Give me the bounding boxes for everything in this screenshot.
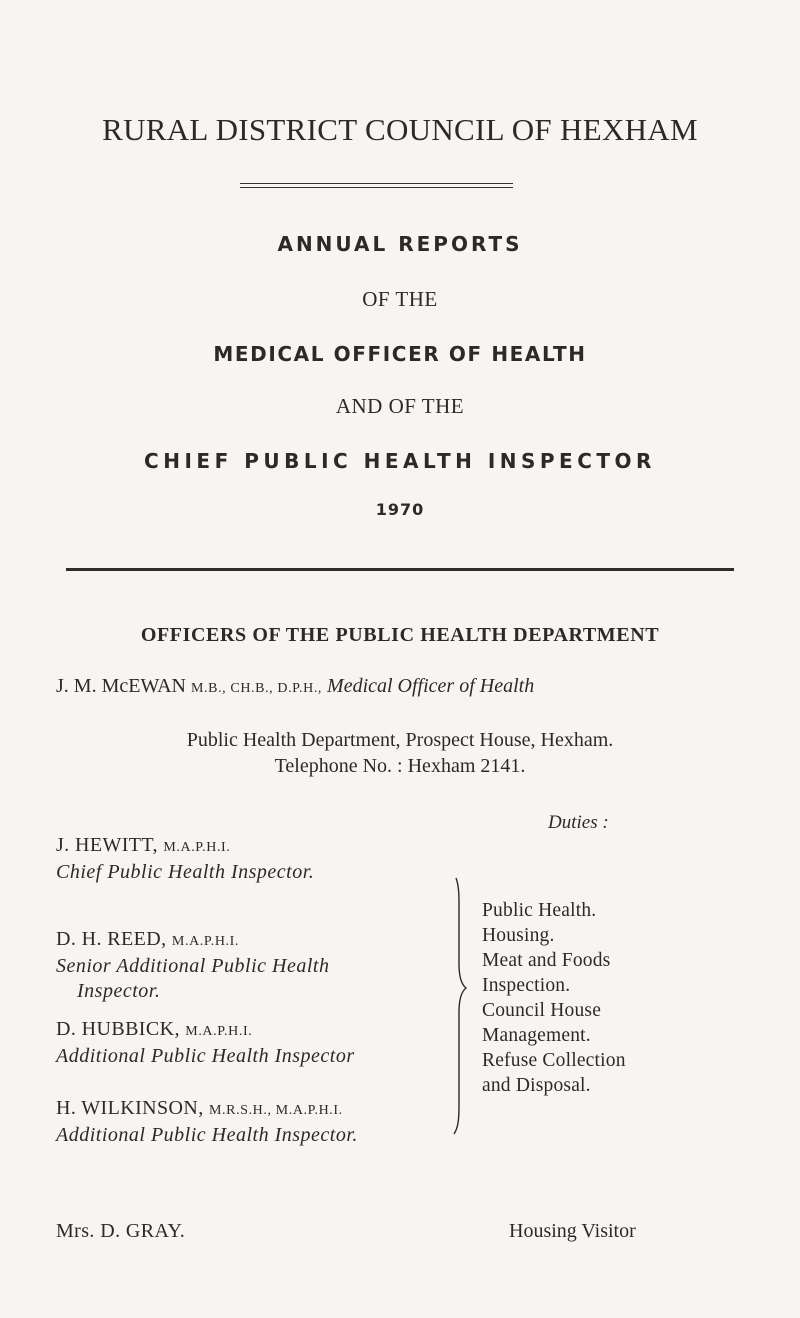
officer-entry xyxy=(56,833,314,885)
duties-list xyxy=(482,898,626,1098)
officer-role: Additional Public Health Inspector xyxy=(56,1045,355,1067)
officer-name-line xyxy=(56,833,314,860)
officer-name: D. H. REED, xyxy=(56,928,167,950)
officer-quals: M.A.P.H.I. xyxy=(185,1024,253,1039)
officer-role: Additional Public Health Inspector. xyxy=(56,1124,358,1146)
duties-bracket xyxy=(448,876,472,1138)
council-title: RURAL DISTRICT COUNCIL OF HEXHAM xyxy=(102,112,698,147)
officer-name-line xyxy=(56,927,329,954)
duty-item: Inspection. xyxy=(482,975,571,996)
officer-role: Chief Public Health Inspector. xyxy=(56,861,315,883)
officer-entry xyxy=(56,1017,355,1069)
duty-item: and Disposal. xyxy=(482,1075,591,1096)
annual-reports-heading: ANNUAL REPORTS xyxy=(277,232,523,256)
duty-item: Refuse Collection xyxy=(482,1050,626,1071)
officer-role: Senior Additional Public Health xyxy=(56,955,330,977)
officer-entry xyxy=(56,927,329,1004)
officer-name: D. HUBBICK, xyxy=(56,1018,180,1040)
officer-name-line xyxy=(56,1096,358,1123)
section-divider xyxy=(66,568,734,571)
officer-quals: M.A.P.H.I. xyxy=(163,840,231,855)
duty-item: Meat and Foods xyxy=(482,950,611,971)
duty-item: Public Health. xyxy=(482,900,597,921)
cphi-heading: CHIEF PUBLIC HEALTH INSPECTOR xyxy=(144,449,656,473)
officer-name: H. WILKINSON, xyxy=(56,1097,204,1119)
report-year: 1970 xyxy=(375,500,425,519)
officers-heading: OFFICERS OF THE PUBLIC HEALTH DEPARTMENT xyxy=(140,624,660,646)
moh-officer-quals: M.B., CH.B., D.P.H., xyxy=(191,681,323,696)
housing-visitor-role: Housing Visitor xyxy=(509,1220,636,1242)
housing-visitor-name: Mrs. D. GRAY. xyxy=(56,1220,186,1242)
duty-item: Council House xyxy=(482,1000,602,1021)
moh-officer-name: J. M. McEWAN xyxy=(56,675,186,697)
of-the-text: OF THE xyxy=(362,287,438,311)
and-of-the-text: AND OF THE xyxy=(335,394,465,418)
officer-name-line xyxy=(56,1017,355,1044)
address-line: Public Health Department, Prospect House, Hexham. xyxy=(186,729,614,751)
telephone-line: Telephone No. : Hexham 2141. xyxy=(274,755,526,777)
moh-officer-line xyxy=(56,675,534,698)
officer-name: J. HEWITT, xyxy=(56,834,158,856)
duty-item: Housing. xyxy=(482,925,555,946)
double-rule xyxy=(240,183,513,188)
officer-quals: M.R.S.H., M.A.P.H.I. xyxy=(209,1103,343,1118)
duty-item: Management. xyxy=(482,1025,591,1046)
officer-quals: M.A.P.H.I. xyxy=(171,934,239,949)
moh-heading: MEDICAL OFFICER OF HEALTH xyxy=(213,342,587,366)
moh-officer-title: Medical Officer of Health xyxy=(327,675,535,697)
officer-entry xyxy=(56,1096,358,1148)
officer-role-continued: Inspector. xyxy=(77,980,161,1002)
duties-heading: Duties : xyxy=(548,812,609,833)
